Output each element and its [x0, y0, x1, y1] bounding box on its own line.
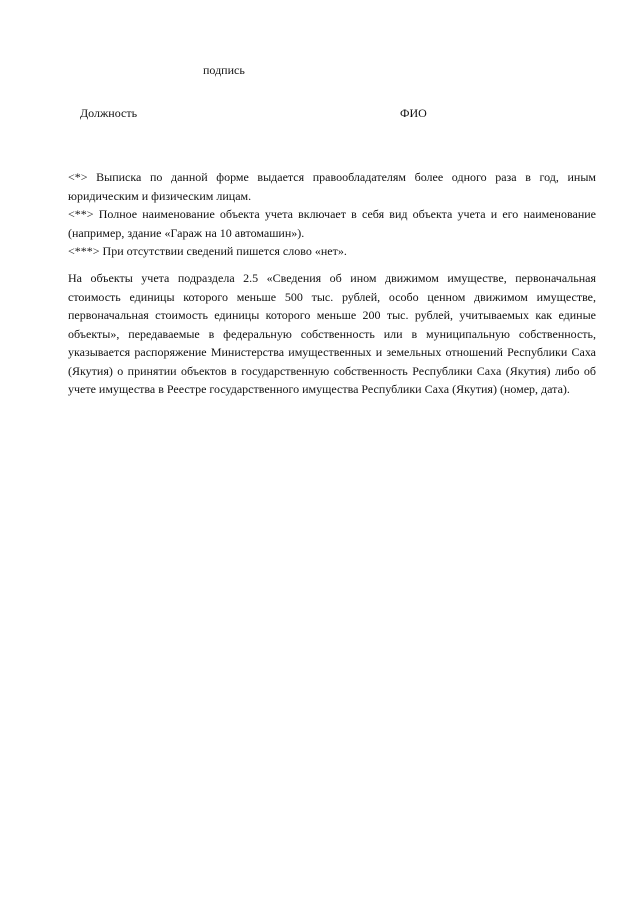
footnote-3: <***> При отсутствии сведений пишется слово «нет». [68, 244, 347, 258]
footnote-1: <*> Выписка по данной форме выдается правообладателям более одного раза в год, иным юридическим и физическим лицам. [68, 170, 596, 203]
position-label: Должность [80, 106, 138, 120]
full-name-label: ФИО [400, 106, 427, 120]
footnotes [68, 168, 596, 261]
signature-label: подпись [203, 63, 245, 77]
note-paragraph: На объекты учета подраздела 2.5 «Сведения об ином движимом имуществе, первоначальная стоимость единицы которого меньше 500 тыс. рублей, особо ценном движимом имуществе, первоначальная стоимость единицы которого меньше 200 тыс. рублей, учитываемых как единые объекты», передаваемые в федеральную собственность или в муниципальную собственность, указывается распоряжение Министерства имущественных и земельных отношений Республики Саха (Якутия) о принятии объектов в государственную собственность Республики Саха (Якутия) либо об учете имущества в Реестре государственного имущества Республики Саха (Якутия) (номер, дата). [68, 271, 596, 396]
footnote-2: <**> Полное наименование объекта учета включает в себя вид объекта учета и его наименование (например, здание «Гараж на 10 автомашин»). [68, 207, 596, 240]
